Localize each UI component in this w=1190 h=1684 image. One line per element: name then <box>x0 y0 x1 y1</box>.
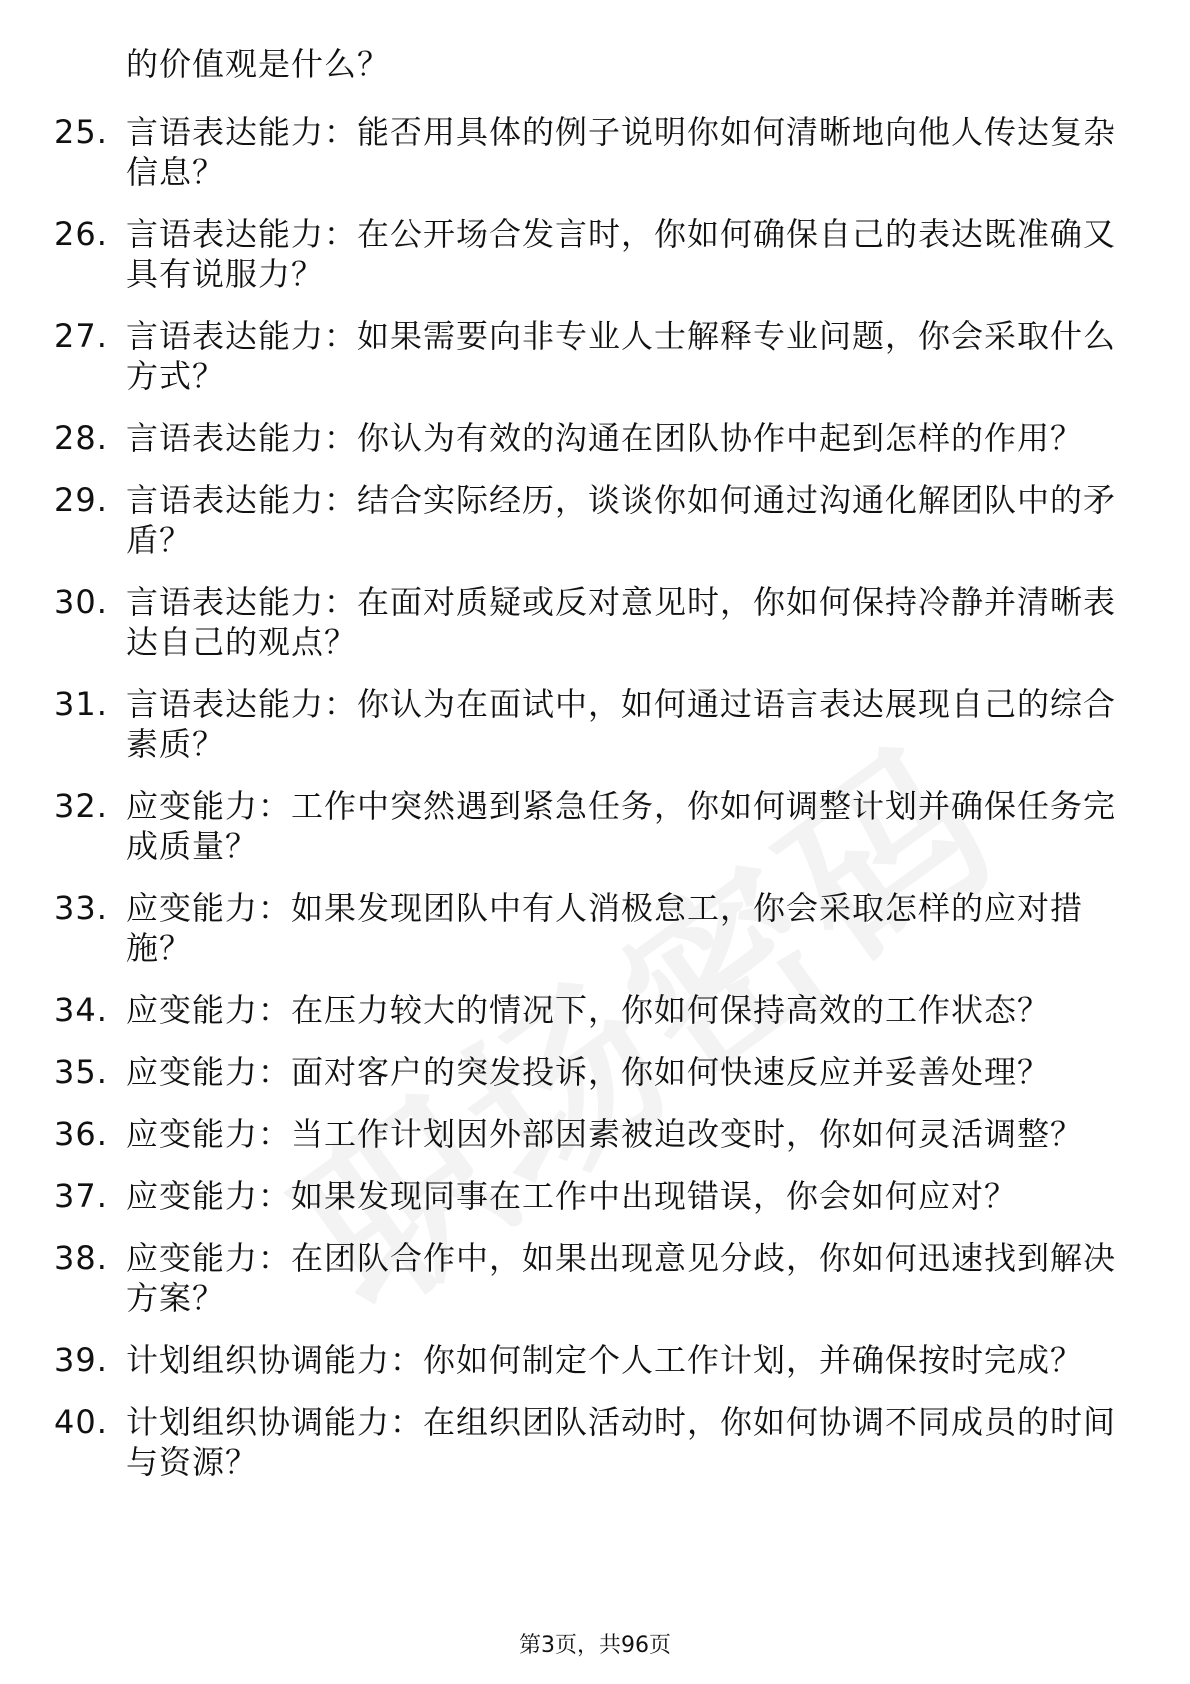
question-item <box>54 1052 1134 1092</box>
question-number: 39. <box>54 1341 108 1379</box>
question-item <box>54 418 1134 458</box>
question-number: 31. <box>54 685 108 723</box>
question-item <box>54 112 1134 192</box>
question-item <box>54 786 1134 866</box>
question-text: 计划组织协调能力：在组织团队活动时，你如何协调不同成员的时间与资源？ <box>126 1403 1117 1481</box>
question-item <box>54 990 1134 1030</box>
question-item <box>54 480 1134 560</box>
question-number: 38. <box>54 1239 108 1277</box>
question-number: 25. <box>54 113 108 151</box>
question-number: 36. <box>54 1115 108 1153</box>
question-text: 言语表达能力：如果需要向非专业人士解释专业问题，你会采取什么方式？ <box>126 317 1117 395</box>
question-text: 言语表达能力：在面对质疑或反对意见时，你如何保持冷静并清晰表达自己的观点？ <box>126 583 1117 661</box>
question-item <box>54 316 1134 396</box>
question-number: 29. <box>54 481 108 519</box>
page-footer: 第3页，共96页 <box>519 1633 671 1658</box>
question-text: 应变能力：在压力较大的情况下，你如何保持高效的工作状态？ <box>126 991 1051 1029</box>
question-item <box>54 684 1134 764</box>
question-text: 言语表达能力：结合实际经历，谈谈你如何通过沟通化解团队中的矛盾？ <box>126 481 1117 559</box>
question-text: 言语表达能力：你认为有效的沟通在团队协作中起到怎样的作用？ <box>126 419 1084 457</box>
question-number: 27. <box>54 317 108 355</box>
question-number: 32. <box>54 787 108 825</box>
question-text: 言语表达能力：能否用具体的例子说明你如何清晰地向他人传达复杂信息？ <box>126 113 1117 191</box>
question-number: 40. <box>54 1403 108 1441</box>
question-text: 应变能力：在团队合作中，如果出现意见分歧，你如何迅速找到解决方案？ <box>126 1239 1117 1317</box>
question-list <box>54 112 1134 1504</box>
question-item <box>54 1176 1134 1216</box>
question-number: 35. <box>54 1053 108 1091</box>
question-item <box>54 1340 1134 1380</box>
question-number: 37. <box>54 1177 108 1215</box>
question-text: 应变能力：如果发现团队中有人消极怠工，你会采取怎样的应对措施？ <box>126 889 1084 967</box>
question-item <box>54 1238 1134 1318</box>
question-text: 计划组织协调能力：你如何制定个人工作计划，并确保按时完成？ <box>126 1341 1084 1379</box>
continued-question-text: 的价值观是什么？ <box>126 45 391 83</box>
question-text: 应变能力：当工作计划因外部因素被迫改变时，你如何灵活调整？ <box>126 1115 1084 1153</box>
question-item <box>54 1114 1134 1154</box>
question-item <box>54 582 1134 662</box>
question-text: 应变能力：如果发现同事在工作中出现错误，你会如何应对？ <box>126 1177 1018 1215</box>
question-item <box>54 1402 1134 1482</box>
question-number: 33. <box>54 889 108 927</box>
question-text: 应变能力：面对客户的突发投诉，你如何快速反应并妥善处理？ <box>126 1053 1051 1091</box>
question-number: 30. <box>54 583 108 621</box>
question-item <box>54 214 1134 294</box>
question-number: 26. <box>54 215 108 253</box>
question-number: 28. <box>54 419 108 457</box>
question-item <box>54 888 1134 968</box>
question-text: 言语表达能力：你认为在面试中，如何通过语言表达展现自己的综合素质？ <box>126 685 1117 763</box>
question-text: 言语表达能力：在公开场合发言时，你如何确保自己的表达既准确又具有说服力？ <box>126 215 1117 293</box>
question-text: 应变能力：工作中突然遇到紧急任务，你如何调整计划并确保任务完成质量？ <box>126 787 1117 865</box>
question-number: 34. <box>54 991 108 1029</box>
